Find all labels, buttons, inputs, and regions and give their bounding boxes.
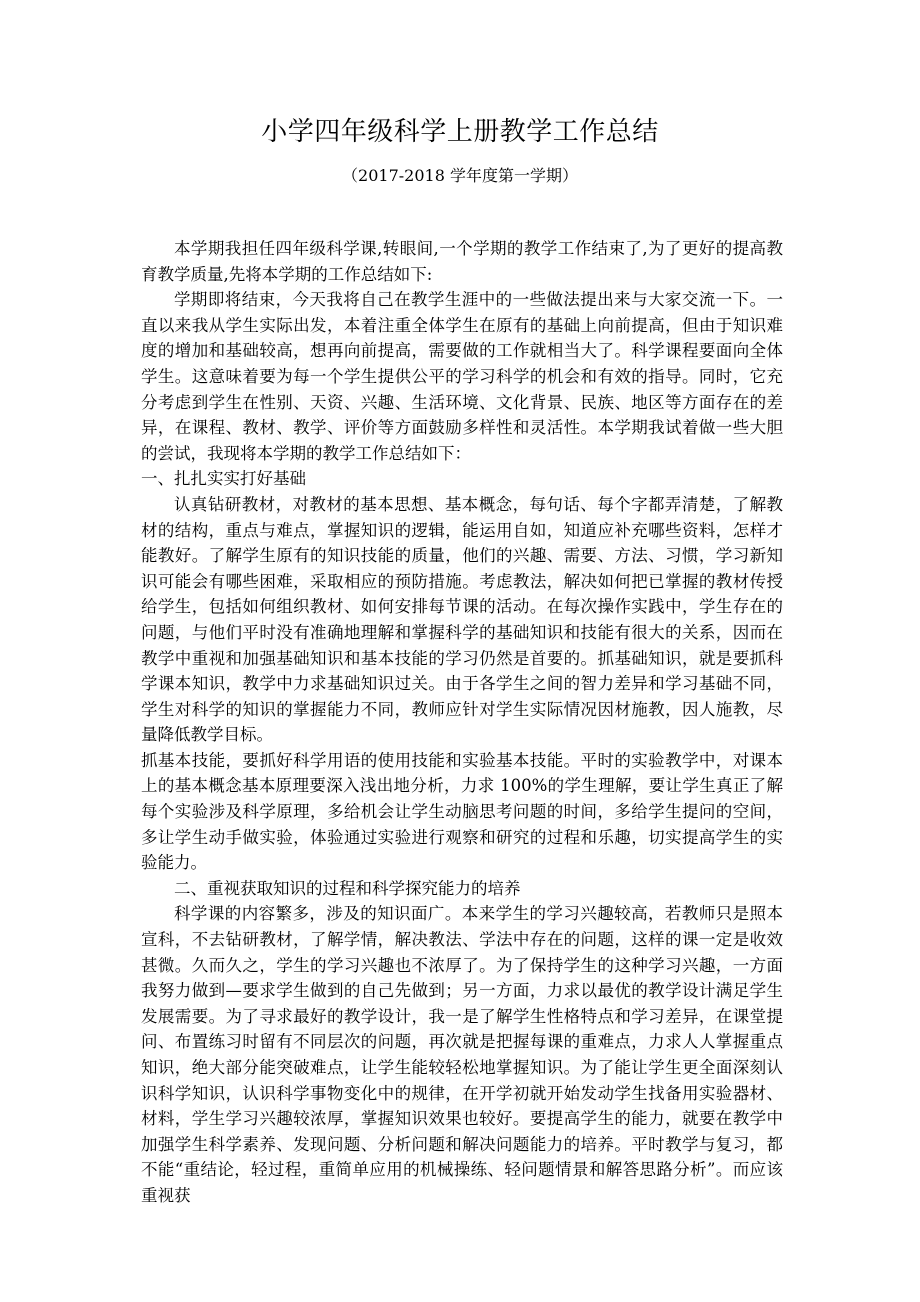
document-body	[141, 236, 783, 1209]
paragraph-basic-skills: 抓基本技能，要抓好科学用语的使用技能和实验基本技能。平时的实验教学中，对课本上的基本概念基本原理要深入浅出地分析，力求 100%的学生理解，要让学生真正了解每个实验涉及科学原理，多给机会让学生动脑思考问题的时间，多给学生提问的空间，多让学生动手做实验，体验通过实验进行观察和研究的过程和乐趣，切实提高学生的实验能力。	[141, 750, 783, 873]
section-heading-1: 一、扎扎实实打好基础	[141, 469, 306, 489]
paragraph-section-1: 认真钻研教材，对教材的基本思想、基本概念，每句话、每个字都弄清楚，了解教材的结构，重点与难点，掌握知识的逻辑，能运用自如，知道应补充哪些资料，怎样才能教好。了解学生原有的知识技能的质量，他们的兴趣、需要、方法、习惯，学习新知识可能会有哪些困难，采取相应的预防措施。考虑教法，解决如何把已掌握的教材传授给学生，包括如何组织教材、如何安排每节课的活动。在每次操作实践中，学生存在的问题，与他们平时没有准确地理解和掌握科学的基础知识和技能有很大的关系，因而在教学中重视和加强基础知识和基本技能的学习仍然是首要的。抓基础知识，就是要抓科学课本知识，教学中力求基础知识过关。由于各学生之间的智力差异和学习基础不同，学生对科学的知识的掌握能力不同，教师应针对学生实际情况因材施教，因人施教，尽量降低教学目标。	[141, 494, 783, 745]
paragraph-intro: 本学期我担任四年级科学课,转眼间,一个学期的教学工作结束了,为了更好的提高教育教学质量,先将本学期的工作总结如下:	[141, 239, 783, 284]
document-subtitle: （2017-2018 学年度第一学期）	[342, 166, 578, 185]
document-title: 小学四年级科学上册教学工作总结	[261, 117, 659, 147]
paragraph-overview: 学期即将结束，今天我将自己在教学生涯中的一些做法提出来与大家交流一下。一直以来我从学生实际出发，本着注重全体学生在原有的基础上向前提高，但由于知识难度的增加和基础较高，想再向前提高，需要做的工作就相当大了。科学课程要面向全体学生。这意味着要为每一个学生提供公平的学习科学的机会和有效的指导。同时，它充分考虑到学生在性别、天资、兴趣、生活环境、文化背景、民族、地区等方面存在的差异，在课程、教材、教学、评价等方面鼓励多样性和灵活性。本学期我试着做一些大胆的尝试，我现将本学期的教学工作总结如下：	[141, 290, 783, 463]
paragraph-section-2: 科学课的内容繁多，涉及的知识面广。本来学生的学习兴趣较高，若教师只是照本宣科，不去钻研教材，了解学情，解决教法、学法中存在的问题，这样的课一定是收效甚微。久而久之，学生的学习兴趣也不浓厚了。为了保持学生的这种学习兴趣，一方面我努力做到—要求学生做到的自己先做到；另一方面，力求以最优的教学设计满足学生发展需要。为了寻求最好的教学设计，我一是了解学生性格特点和学习差异，在课堂提问、布置练习时留有不同层次的问题，再次就是把握每课的重难点，力求人人掌握重点知识，绝大部分能突破难点，让学生能较轻松地掌握知识。为了能让学生更全面深刻认识科学知识，认识科学事物变化中的规律，在开学初就开始发动学生找备用实验器材、材料，学生学习兴趣较浓厚，掌握知识效果也较好。要提高学生的能力，就要在教学中加强学生科学素养、发现问题、分析问题和解决问题能力的培养。平时教学与复习，都不能“重结论，轻过程，重简单应用的机械操练、轻问题情景和解答思路分析”。而应该重视获	[141, 904, 783, 1205]
section-heading-2: 二、重视获取知识的过程和科学探究能力的培养	[174, 878, 521, 898]
